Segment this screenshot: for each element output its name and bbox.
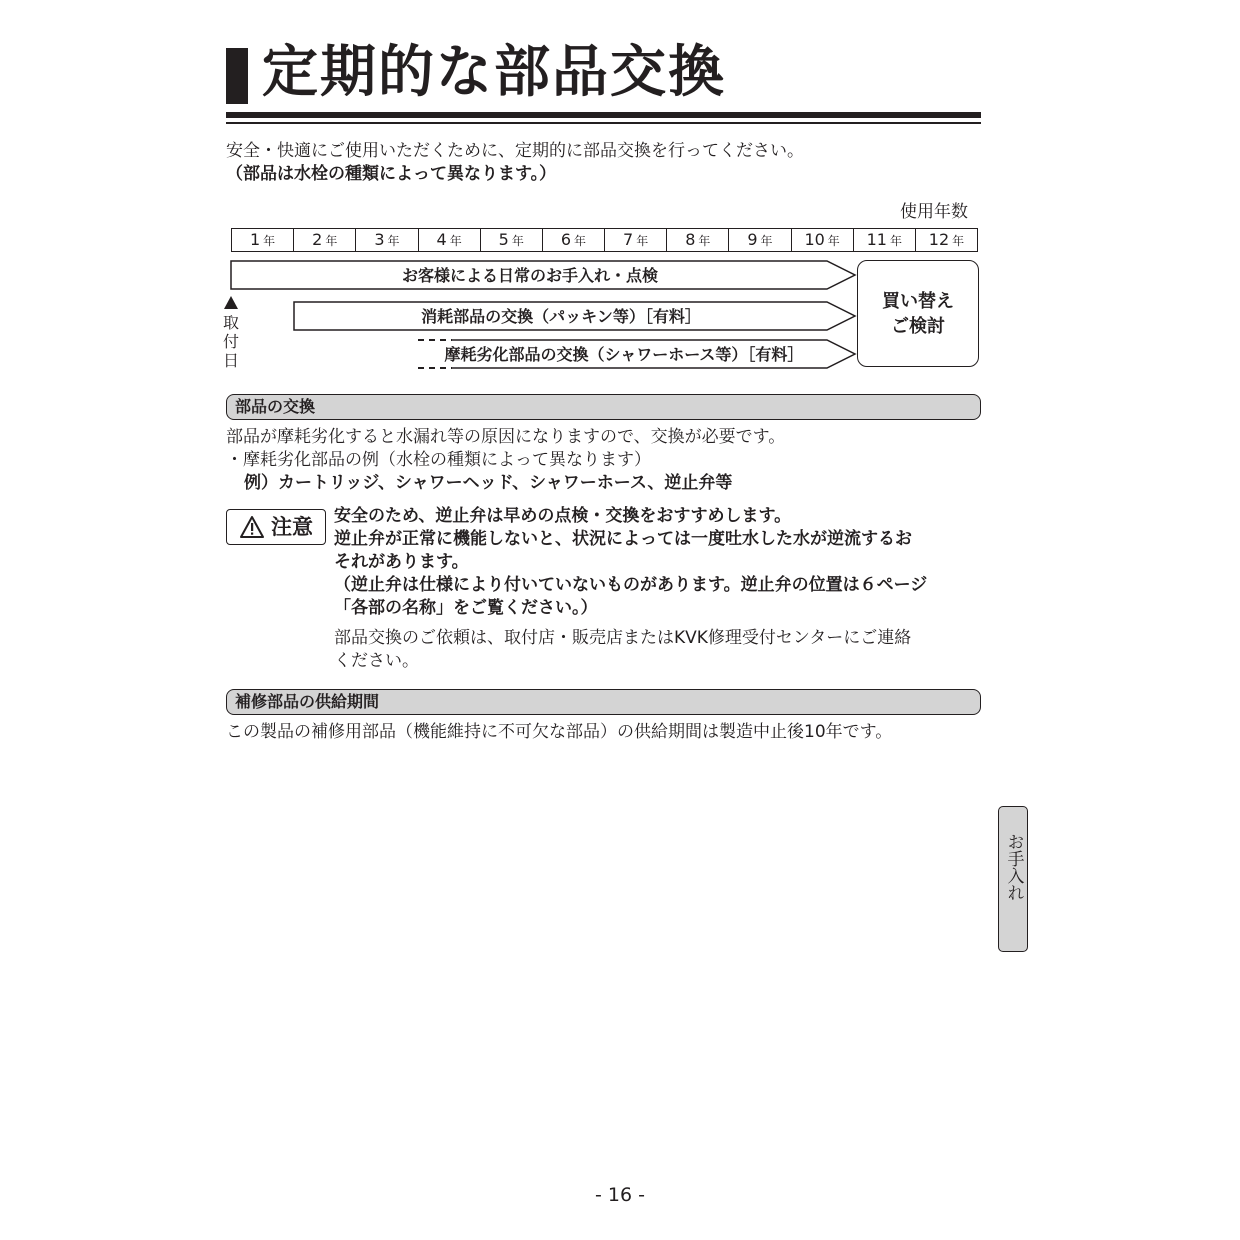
year-number: 8 [685, 230, 696, 249]
year-cell [294, 229, 356, 251]
parts-replacement-text: 部品が摩耗劣化すると水漏れ等の原因になりますので、交換が必要です。 [226, 427, 786, 447]
year-cell [854, 229, 916, 251]
year-number: 12 [928, 230, 950, 249]
contact-note-cont: ください。 [334, 651, 419, 671]
section-header-parts-replacement: 部品の交換 [226, 394, 981, 420]
year-number: 2 [312, 230, 323, 249]
install-triangle-icon [224, 296, 238, 309]
year-cell [916, 229, 977, 251]
title-bar-decoration [226, 48, 248, 104]
spare-parts-period-text: この製品の補修用部品（機能維持に不可欠な部品）の供給期間は製造中止後10年です。 [226, 722, 893, 742]
arrow-label-daily-care: お客様による日常のお手入れ・点検 [401, 266, 658, 285]
replacement-text: 買い替えご検討 [882, 290, 954, 337]
year-unit: 年 [889, 234, 902, 248]
section-header-spare-parts-period: 補修部品の供給期間 [226, 689, 981, 715]
title-rule-thick [226, 112, 981, 118]
page-title: 定期的な部品交換 [262, 40, 726, 105]
arrow-label-wear-parts: 摩耗劣化部品の交換（シャワーホース等）［有料］ [444, 345, 804, 364]
year-cell [232, 229, 294, 251]
year-unit: 年 [698, 234, 711, 248]
year-unit: 年 [827, 234, 840, 248]
intro-note: （部品は水栓の種類によって異なります。） [226, 164, 557, 184]
year-number: 11 [866, 230, 887, 249]
year-cell [792, 229, 854, 251]
years-label: 使用年数 [900, 202, 968, 222]
side-tab-maintenance[interactable] [998, 806, 1028, 952]
side-tab-label: お手入れ [1003, 833, 1024, 901]
year-unit: 年 [511, 234, 524, 248]
year-cell [667, 229, 729, 251]
year-cell [356, 229, 418, 251]
year-unit: 年 [325, 234, 338, 248]
install-date-label: 取付日 [222, 313, 239, 370]
year-number: 10 [804, 230, 825, 249]
year-number: 9 [747, 230, 758, 249]
year-number: 3 [374, 230, 385, 249]
year-unit: 年 [952, 234, 965, 248]
year-number: 5 [498, 230, 509, 249]
caution-line: 安全のため、逆止弁は早めの点検・交換をおすすめします。 [334, 506, 792, 526]
year-unit: 年 [449, 234, 462, 248]
year-unit: 年 [760, 234, 773, 248]
year-cell [481, 229, 543, 251]
caution-label: 注意 [271, 515, 313, 539]
page-number: - 16 - [595, 1184, 645, 1206]
years-row [231, 228, 978, 252]
year-unit: 年 [636, 234, 649, 248]
arrow-label-consumable-parts: 消耗部品の交換（パッキン等）［有料］ [421, 307, 701, 326]
wear-parts-examples: 例）カートリッジ、シャワーヘッド、シャワーホース、逆止弁等 [244, 473, 733, 493]
caution-line: 逆止弁が正常に機能しないと、状況によっては一度吐水した水が逆流するお [334, 529, 912, 549]
year-cell [543, 229, 605, 251]
year-unit: 年 [387, 234, 400, 248]
year-number: 6 [560, 230, 572, 249]
title-rule-thin [226, 122, 981, 124]
replacement-box [857, 260, 979, 367]
year-number: 7 [623, 230, 634, 249]
wear-parts-examples-intro: ・摩耗劣化部品の例（水栓の種類によって異なります） [226, 450, 651, 470]
year-cell [419, 229, 481, 251]
year-unit: 年 [263, 234, 276, 248]
year-number: 1 [249, 230, 261, 249]
contact-note: 部品交換のご依頼は、取付店・販売店またはKVK修理受付センターにご連絡 [334, 628, 912, 648]
year-cell [605, 229, 667, 251]
year-cell [729, 229, 791, 251]
warning-triangle-icon [239, 515, 265, 539]
intro-text: 安全・快適にご使用いただくために、定期的に部品交換を行ってください。 [226, 141, 804, 161]
year-number: 4 [436, 230, 447, 249]
caution-line: それがあります。 [334, 552, 469, 572]
caution-line: 「各部の名称」をご覧ください。） [334, 598, 598, 618]
year-unit: 年 [574, 234, 587, 248]
caution-badge [226, 509, 326, 545]
caution-line: （逆止弁は仕様により付いていないものがあります。逆止弁の位置は６ページ [334, 575, 928, 595]
